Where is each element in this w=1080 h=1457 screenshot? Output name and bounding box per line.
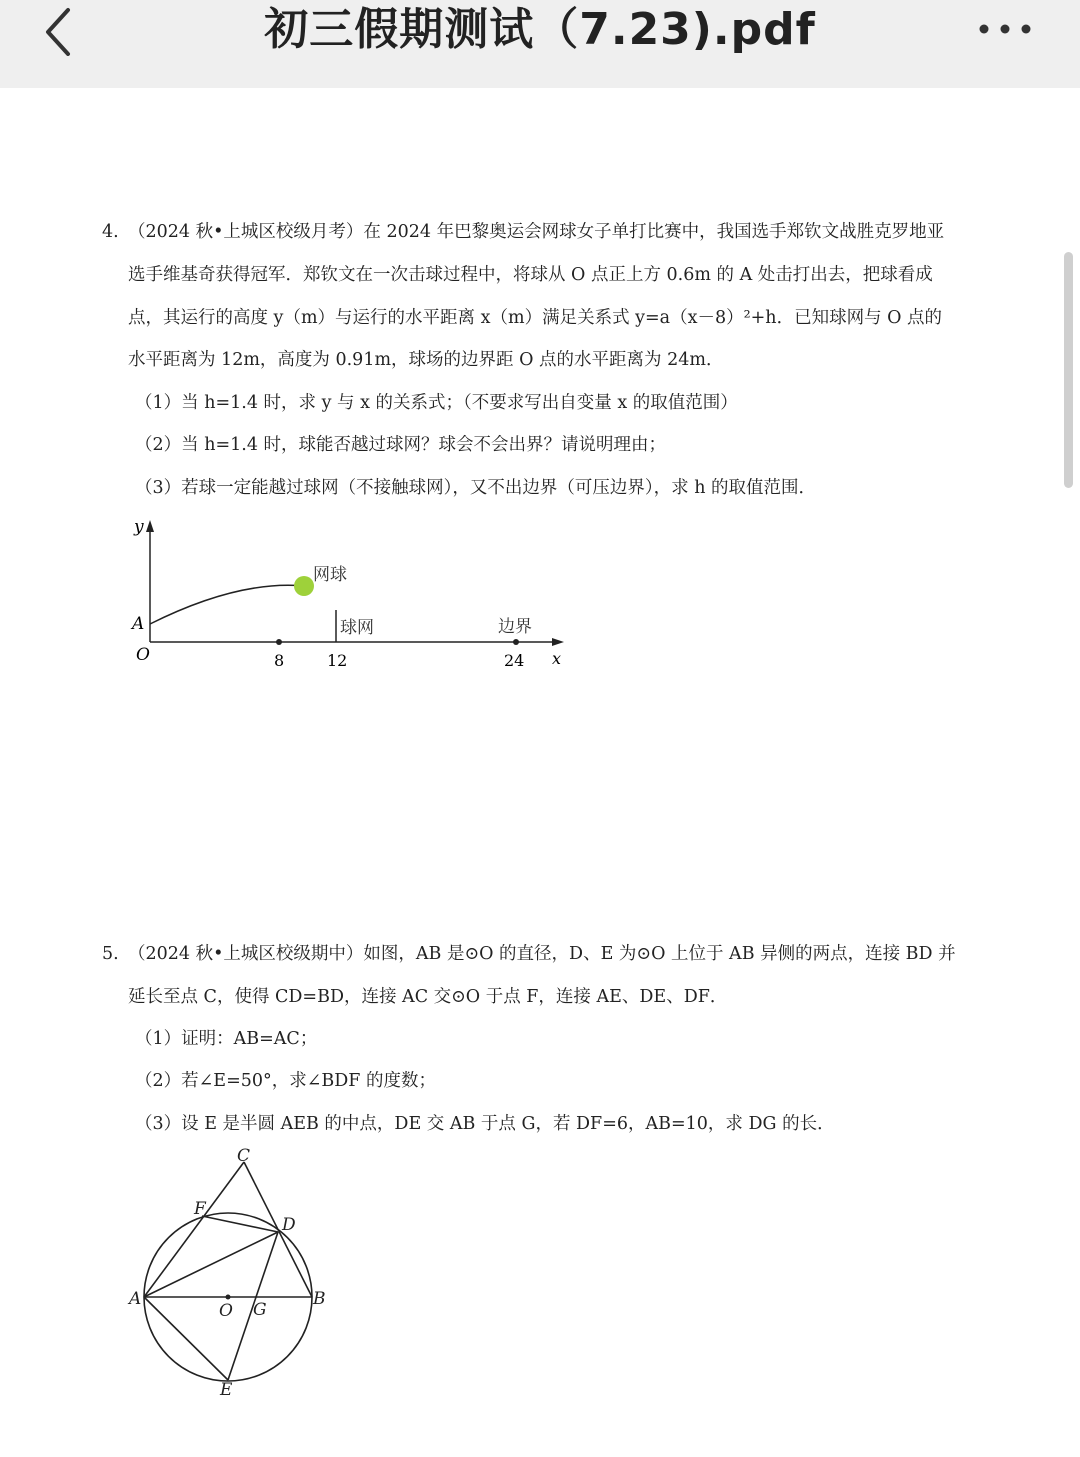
question-line: 点，其运行的高度 y（m）与运行的水平距离 x（m）满足关系式 y=a（x－8）²+h．已知球网与 O 点的 xyxy=(128,308,943,328)
tennis-trajectory-figure xyxy=(128,512,578,677)
label-b: B xyxy=(313,1289,326,1309)
label-e: E xyxy=(220,1380,233,1400)
question-line: 水平距离为 12m，高度为 0.91m，球场的边界距 O 点的水平距离为 24m． xyxy=(128,350,724,370)
question-part: （1）当 h=1.4 时，求 y 与 x 的关系式；（不要求写出自变量 x 的取值范围） xyxy=(135,393,738,413)
label-c: C xyxy=(237,1146,251,1166)
label-g: G xyxy=(253,1300,267,1320)
segment-ac xyxy=(144,1162,244,1297)
question-part: （2）若∠E=50°，求∠BDF 的度数； xyxy=(135,1071,437,1091)
question-number: 4. xyxy=(102,222,119,242)
more-dots-icon xyxy=(976,14,1036,44)
label-d: D xyxy=(282,1215,296,1235)
tick-label: 24 xyxy=(504,651,525,670)
top-bar xyxy=(0,0,1080,88)
tick-24-dot xyxy=(513,639,519,645)
document-title: 初三假期测试（7.23).pdf xyxy=(264,4,816,55)
question-line: （2024 秋•上城区校级月考）在 2024 年巴黎奥运会网球女子单打比赛中，我国选手郑钦文战胜克罗地亚 xyxy=(128,222,945,242)
question-part: （2）当 h=1.4 时，球能否越过球网？球会不会出界？请说明理由； xyxy=(135,435,667,455)
center-dot xyxy=(226,1295,231,1300)
question-line: 选手维基奇获得冠军．郑钦文在一次击球过程中，将球从 O 点正上方 0.6m 的 A 处击打出去，把球看成 xyxy=(128,265,933,285)
x-axis-label: x xyxy=(552,649,562,668)
question-number: 5. xyxy=(102,944,119,964)
question-line: （2024 秋•上城区校级期中）如图，AB 是⊙O 的直径，D、E 为⊙O 上位于 AB 异侧的两点，连接 BD 并 xyxy=(128,944,956,964)
question-line: 延长至点 C，使得 CD=BD，连接 AC 交⊙O 于点 F，连接 AE、DE、DF． xyxy=(128,987,728,1007)
question-part: （3）设 E 是半圆 AEB 的中点，DE 交 AB 于点 G，若 DF=6，AB=10，求 DG 的长． xyxy=(135,1114,835,1134)
tick-8-dot xyxy=(276,639,282,645)
circle-geometry-figure xyxy=(120,1140,340,1400)
more-button[interactable] xyxy=(976,14,1036,44)
x-axis-arrow xyxy=(552,638,564,646)
tick-label: 12 xyxy=(327,651,348,670)
point-a-label: A xyxy=(132,614,145,634)
question-part: （3）若球一定能越过球网（不接触球网），又不出边界（可压边界），求 h 的取值范围． xyxy=(135,478,817,498)
ball-label: 网球 xyxy=(313,565,347,585)
segment-ae xyxy=(144,1297,228,1380)
trajectory-curve xyxy=(150,585,304,624)
tennis-ball xyxy=(294,576,314,596)
net-label: 球网 xyxy=(340,618,374,638)
segment-fd xyxy=(202,1216,278,1232)
label-o: O xyxy=(219,1301,233,1321)
boundary-label: 边界 xyxy=(498,617,532,637)
y-axis-arrow xyxy=(146,520,154,532)
label-f: F xyxy=(194,1199,206,1219)
vertical-scrollbar[interactable] xyxy=(1064,252,1073,488)
tick-label: 8 xyxy=(274,651,285,670)
origin-label: O xyxy=(136,645,150,665)
question-part: （1）证明：AB=AC； xyxy=(135,1029,318,1049)
segment-cb xyxy=(244,1162,312,1297)
y-axis-label: y xyxy=(134,517,144,537)
label-a: A xyxy=(129,1289,142,1309)
